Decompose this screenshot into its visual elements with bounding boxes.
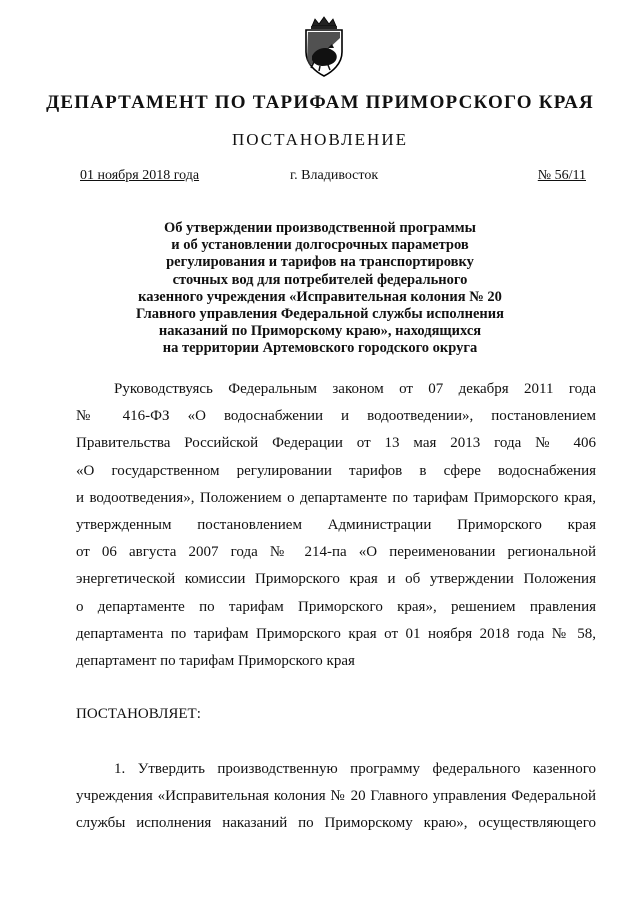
subject-line: казенного учреждения «Исправительная колония № 20: [138, 288, 502, 305]
clause-1-paragraph: [76, 756, 596, 838]
subject-line: на территории Артемовского городского округа: [162, 340, 478, 357]
paragraph-line: департамент по тарифам Приморского края: [76, 652, 355, 669]
primorsky-krai-coat-of-arms-icon: [298, 16, 350, 78]
subject-line: сточных вод для потребителей федерального: [172, 271, 468, 288]
document-type: ПОСТАНОВЛЕНИЕ: [231, 130, 408, 149]
paragraph-line: 1. Утвердить производственную программу федерального казенного: [114, 761, 596, 777]
resolves-heading: ПОСТАНОВЛЯЕТ:: [76, 706, 201, 722]
subject-line: регулирования и тарифов на транспортировку: [166, 254, 474, 271]
paragraph-line: Правительства Российской Федерации от 13 мая 2013 года № 406: [76, 435, 596, 452]
document-city: г. Владивосток: [290, 168, 379, 183]
paragraph-line: и водоотведения», Положением о департаменте по тарифам Приморского края,: [76, 489, 596, 506]
subject-line: Главного управления Федеральной службы исполнения: [136, 306, 504, 323]
paragraph-line: департамента по тарифам Приморского края от 01 ноября 2018 года № 58,: [76, 625, 596, 642]
paragraph-line: энергетической комиссии Приморского края и об утверждении Положения: [76, 571, 596, 588]
paragraph-line: от 06 августа 2007 года № 214-па «О переименовании региональной: [76, 544, 596, 561]
paragraph-line: утвержденным постановлением Администрации Приморского края: [76, 516, 596, 533]
paragraph-line: «О государственном регулировании тарифов в сфере водоснабжения: [76, 462, 596, 479]
paragraph-line: о департаменте по тарифам Приморского края», решением правления: [76, 598, 596, 615]
document-date: 01 ноября 2018 года: [80, 168, 200, 183]
subject-line: и об установлении долгосрочных параметров: [171, 237, 469, 254]
paragraph-line: Руководствуясь Федеральным законом от 07 декабря 2011 года: [114, 381, 596, 397]
preamble-paragraph: [76, 376, 596, 675]
paragraph-line: учреждения «Исправительная колония № 20 Главного управления Федеральной: [76, 788, 596, 805]
department-title: ДЕПАРТАМЕНТ ПО ТАРИФАМ ПРИМОРСКОГО КРАЯ: [46, 92, 594, 113]
document-number: № 56/11: [537, 168, 586, 183]
paragraph-line: № 416-ФЗ «О водоснабжении и водоотведении», постановлением: [76, 408, 596, 425]
paragraph-line: службы исполнения наказаний по Приморскому краю», осуществляющего: [76, 815, 596, 832]
subject-line: наказаний по Приморскому краю», находящихся: [158, 323, 482, 340]
subject-line: Об утверждении производственной программы: [164, 220, 476, 236]
document-subject: [100, 220, 540, 358]
